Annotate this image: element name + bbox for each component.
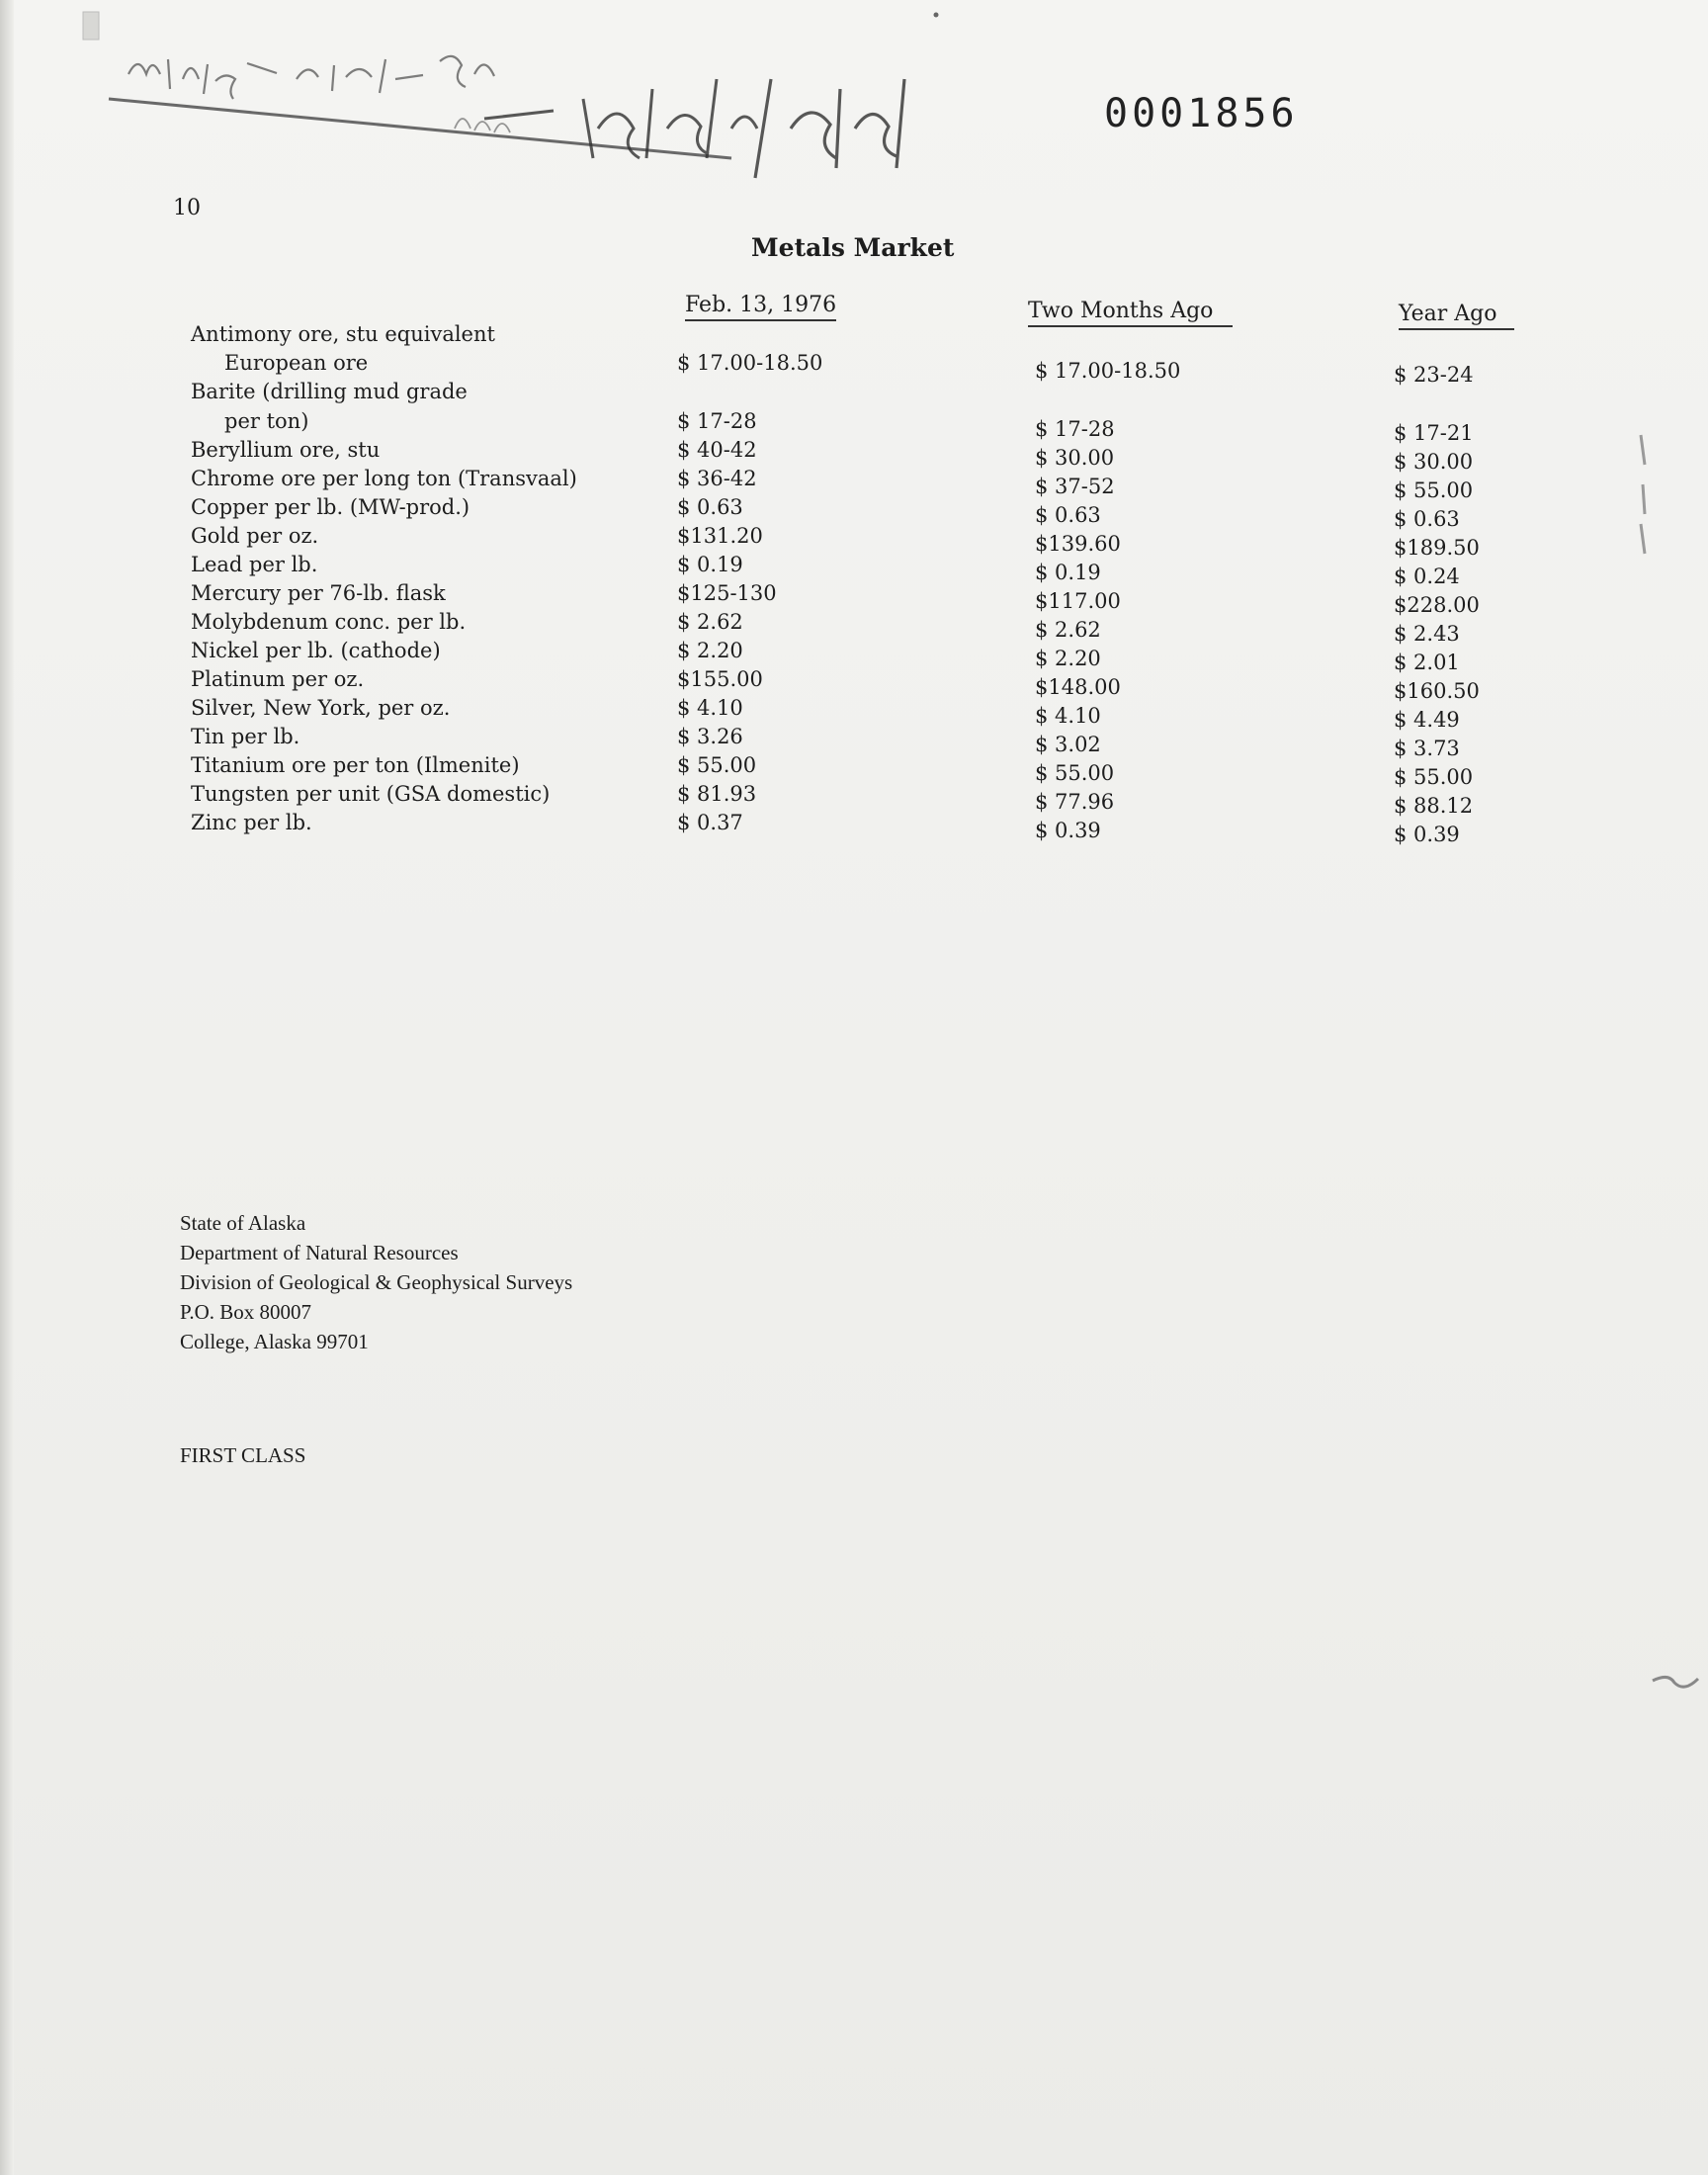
table-row [0, 610, 1708, 646]
price-two-months: $139.60 [1035, 532, 1121, 556]
price-year: $ 0.63 [1394, 507, 1460, 531]
price-year: $228.00 [1394, 593, 1480, 617]
price-year: $ 4.49 [1394, 708, 1460, 732]
price-current: $ 4.10 [677, 696, 743, 720]
price-current: $ 36-42 [677, 467, 757, 490]
row-label: Copper per lb. (MW-prod.) [191, 495, 470, 519]
price-year: $160.50 [1394, 679, 1480, 703]
table-row [0, 696, 1708, 732]
row-label: Silver, New York, per oz. [191, 696, 451, 720]
price-current: $ 0.37 [677, 811, 743, 834]
price-current: $155.00 [677, 667, 763, 691]
price-two-months: $ 0.63 [1035, 503, 1101, 527]
row-label: Zinc per lb. [191, 811, 312, 834]
row-label: Lead per lb. [191, 553, 318, 576]
row-label: Chrome ore per long ton (Transvaal) [191, 467, 577, 490]
row-label: Tungsten per unit (GSA domestic) [191, 782, 551, 806]
row-label: Nickel per lb. (cathode) [191, 639, 441, 662]
price-two-months: $ 55.00 [1035, 761, 1115, 785]
price-two-months: $ 30.00 [1035, 446, 1115, 470]
price-two-months: $ 77.96 [1035, 790, 1115, 814]
price-two-months: $117.00 [1035, 589, 1121, 613]
row-label: Mercury per 76-lb. flask [191, 581, 446, 605]
staple-mark [79, 8, 109, 47]
price-two-months: $ 17.00-18.50 [1035, 359, 1181, 383]
table-row [0, 553, 1708, 588]
price-two-months: $148.00 [1035, 675, 1121, 699]
punch-marks [1631, 425, 1661, 564]
table-row [0, 667, 1708, 703]
row-label: European ore [224, 351, 369, 375]
page-number: 10 [173, 196, 201, 220]
row-label: Antimony ore, stu equivalent [191, 322, 495, 346]
table-row [0, 639, 1708, 674]
table-row [0, 409, 1708, 445]
price-current: $ 0.63 [677, 495, 743, 519]
price-current: $ 2.20 [677, 639, 743, 662]
price-year: $ 23-24 [1394, 363, 1474, 387]
table-row [0, 322, 1708, 352]
table-row [0, 380, 1708, 409]
price-current: $ 0.19 [677, 553, 743, 576]
page-title: Metals Market [751, 233, 955, 262]
table-row [0, 467, 1708, 502]
price-year: $ 17-21 [1394, 421, 1474, 445]
price-current: $125-130 [677, 581, 777, 605]
price-year: $ 55.00 [1394, 478, 1474, 502]
table-row [0, 725, 1708, 760]
price-year: $ 2.43 [1394, 622, 1460, 646]
row-label: Platinum per oz. [191, 667, 365, 691]
price-two-months: $ 37-52 [1035, 475, 1115, 498]
top-dot [931, 10, 941, 20]
price-year: $ 0.24 [1394, 565, 1460, 588]
price-year: $ 2.01 [1394, 651, 1460, 674]
table-row [0, 782, 1708, 818]
mailing-address [180, 1208, 572, 1356]
price-two-months: $ 17-28 [1035, 417, 1115, 441]
column-header-current: Feb. 13, 1976 [685, 293, 836, 321]
row-label: per ton) [224, 409, 309, 433]
price-two-months: $ 3.02 [1035, 733, 1101, 756]
row-label: Titanium ore per ton (Ilmenite) [191, 753, 520, 777]
table-row [0, 753, 1708, 789]
price-current: $ 40-42 [677, 438, 757, 462]
column-header-two-months: Two Months Ago [1028, 299, 1233, 327]
price-year: $189.50 [1394, 536, 1480, 560]
serial-number: 0001856 [1104, 91, 1299, 136]
table-row [0, 438, 1708, 474]
price-current: $ 3.26 [677, 725, 743, 748]
price-two-months: $ 0.39 [1035, 819, 1101, 842]
price-current: $ 2.62 [677, 610, 743, 634]
address-line: Division of Geological & Geophysical Surveys [180, 1270, 573, 1294]
mailing-class: FIRST CLASS [180, 1443, 306, 1467]
price-year: $ 88.12 [1394, 794, 1474, 818]
price-two-months: $ 2.62 [1035, 618, 1101, 642]
table-row [0, 581, 1708, 617]
handwritten-annotation [99, 20, 949, 208]
row-label: Gold per oz. [191, 524, 319, 548]
address-line: College, Alaska 99701 [180, 1330, 369, 1353]
price-current: $131.20 [677, 524, 763, 548]
price-two-months: $ 2.20 [1035, 647, 1101, 670]
price-current: $ 55.00 [677, 753, 757, 777]
price-current: $ 81.93 [677, 782, 757, 806]
row-label: Barite (drilling mud grade [191, 380, 468, 403]
price-current: $ 17-28 [677, 409, 757, 433]
price-current: $ 17.00-18.50 [677, 351, 823, 375]
price-year: $ 30.00 [1394, 450, 1474, 474]
edge-tear [1651, 1661, 1700, 1700]
row-label: Molybdenum conc. per lb. [191, 610, 467, 634]
row-label: Tin per lb. [191, 725, 300, 748]
column-header-year: Year Ago [1399, 302, 1514, 330]
table-row [0, 811, 1708, 846]
table-row [0, 524, 1708, 560]
price-year: $ 55.00 [1394, 765, 1474, 789]
price-two-months: $ 4.10 [1035, 704, 1101, 728]
price-two-months: $ 0.19 [1035, 561, 1101, 584]
table-row [0, 495, 1708, 531]
address-line: State of Alaska [180, 1211, 306, 1235]
address-line: P.O. Box 80007 [180, 1300, 312, 1324]
price-year: $ 0.39 [1394, 823, 1460, 846]
table-row [0, 351, 1708, 387]
address-line: Department of Natural Resources [180, 1241, 459, 1264]
row-label: Beryllium ore, stu [191, 438, 381, 462]
price-year: $ 3.73 [1394, 737, 1460, 760]
